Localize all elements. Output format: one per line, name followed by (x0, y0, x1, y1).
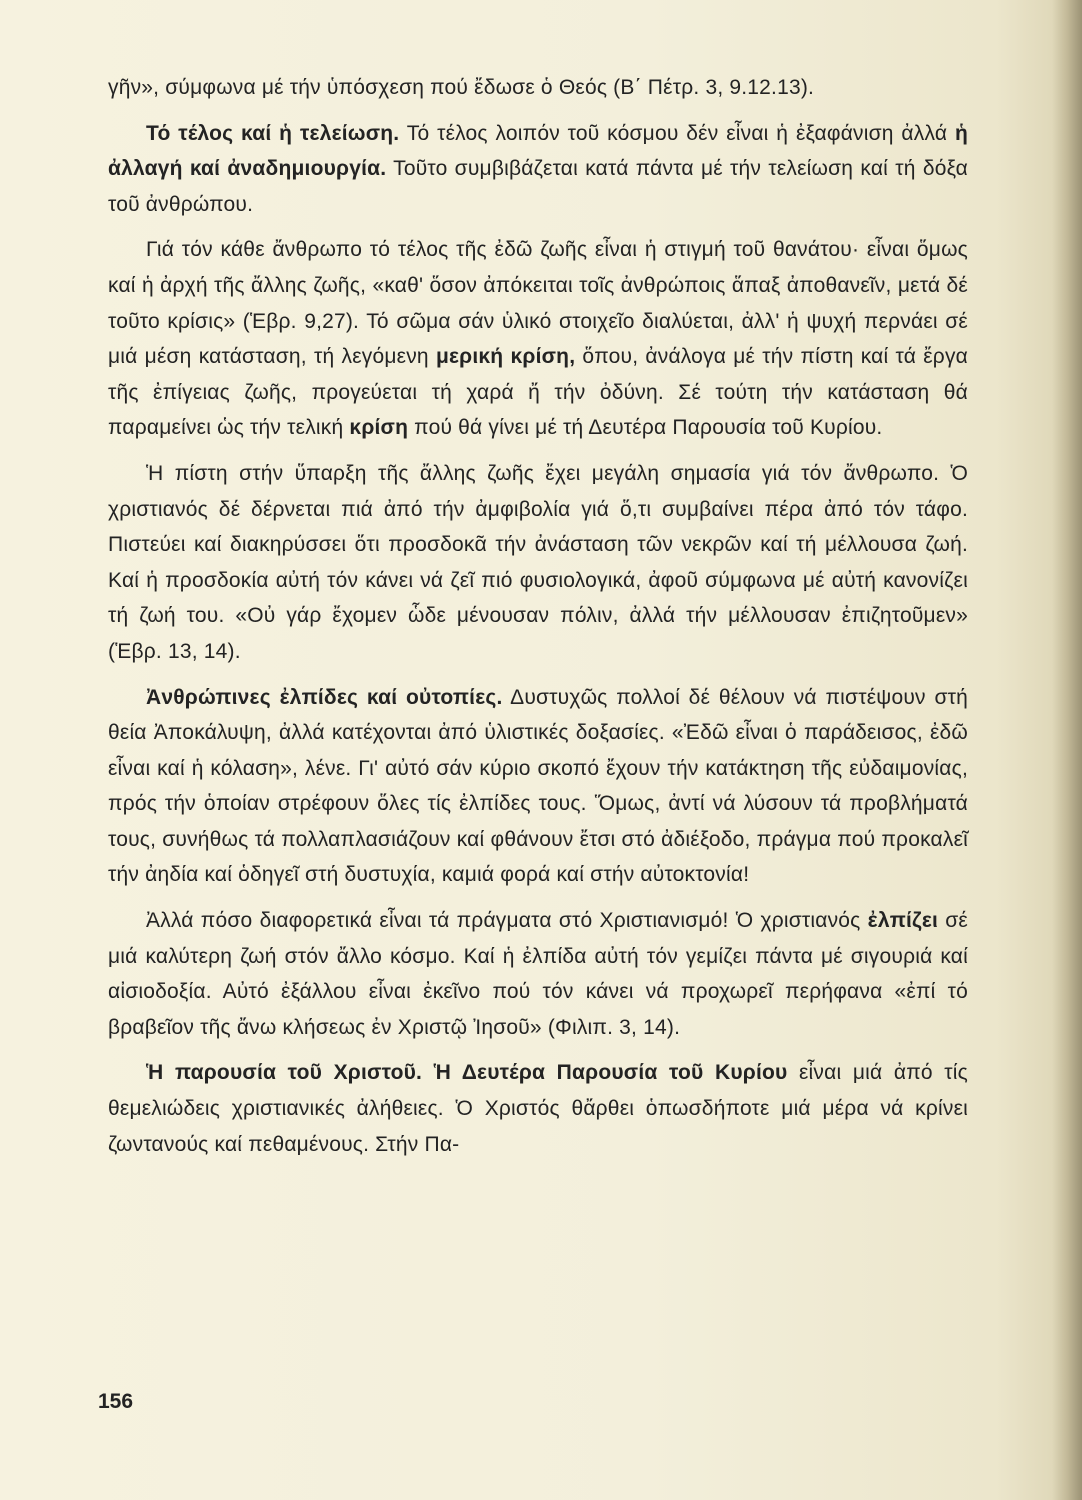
text-segment: Δυστυχῶς πολλοί δέ θέλουν νά πιστέψουν στή θεία Ἀποκάλυψη, ἀλλά κατέχονται ἀπό ὑλιστικές δοξασίες. «Ἐδῶ εἶναι ὁ παράδεισος, ἐδῶ εἶναι καί ἡ κόλαση», λένε. Γι' αὐτό σάν κύριο σκοπό ἔχουν τήν κατάκτηση τῆς εὐδαιμονίας, πρός τήν ὁποίαν στρέφουν ὅλες τίς ἐλπίδες τους. Ὅμως, ἀντί νά λύσουν τά προβλήματά τους, συνήθως τά πολλαπλασιάζουν καί φθάνουν ἔτσι στό ἀδιέξοδο, πράγμα πού προκαλεῖ τήν ἀηδία καί ὁδηγεῖ στή δυστυχία, καμιά φορά καί στήν αὐτοκτονία! (108, 685, 968, 887)
section-heading: Ἀνθρώπινες ἐλπίδες καί οὐτοπίες. (146, 685, 503, 709)
paragraph-second-coming (108, 1055, 968, 1162)
page-number: 156 (98, 1390, 134, 1413)
paragraph-end-and-fulfilment (108, 116, 968, 223)
paragraph-faith-in-afterlife (108, 456, 968, 670)
text-segment: σέ μιά καλύτερη ζωή στόν ἄλλο κόσμο. Καί ἡ ἐλπίδα αὐτή τόν γεμίζει πάντα μέ σιγουριά καί αἰσιοδοξία. Αὐτό ἐξάλλου εἶναι ἐκεῖνο πού τόν κάνει νά προχωρεῖ περήφανα «ἐπί τό βραβεῖον τῆς ἄνω κλήσεως ἐν Χριστῷ Ἰησοῦ» (Φιλιπ. 3, 14). (108, 909, 968, 1039)
body-text (108, 70, 968, 1172)
text-segment: εἶναι μιά ἀπό τίς θεμελιώδεις χριστιανικές ἀλήθειες. Ὁ Χριστός θἄρθει ὁπωσδήποτε μιά μέρα νά κρίνει ζωντανούς καί πεθαμένους. Στήν Πα- (108, 1061, 968, 1156)
text-segment: ὅπου, ἀνάλογα μέ τήν πίστη καί τά ἔργα τῆς ἐπίγειας ζωῆς, προγεύεται τή χαρά ἤ τήν ὀδύνη. Σέ τούτη τήν κατάσταση θά παραμείνει ὡς τήν τελική (108, 345, 968, 440)
bold-phrase: κρίση (349, 416, 409, 440)
text-segment: Γιά τόν κάθε ἄνθρωπο τό τέλος τῆς ἐδῶ ζωῆς εἶναι ἡ στιγμή τοῦ θανάτου· εἶναι ὅμως καί ἡ ἀρχή τῆς ἄλλης ζωῆς, «καθ' ὅσον ἀπόκειται τοῖς ἀνθρώποις ἅπαξ ἀποθανεῖν, μετά δέ τοῦτο κρίσις» (Ἑβρ. 9,27). Τό σῶμα σάν ὑλικό στοιχεῖο διαλύεται, ἀλλ' ἡ ψυχή περνάει σέ μιά μέση κατάσταση, τή λεγόμενη (108, 238, 968, 369)
text-segment: Τό τέλος λοιπόν τοῦ κόσμου δέν εἶναι ἡ ἐξαφάνιση ἀλλά (399, 121, 955, 145)
bold-phrase: μερική κρίση, (435, 345, 576, 369)
paragraph-human-hopes (108, 680, 968, 894)
bold-phrase: ἡ ἀλλαγή καί ἀναδημιουργία. (108, 121, 968, 181)
text-segment: πού θά γίνει μέ τή Δευτέρα Παρουσία τοῦ Κυρίου. (408, 416, 883, 440)
text-segment: γῆν», σύμφωνα μέ τήν ὑπόσχεση πού ἔδωσε ὁ Θεός (Β΄ Πέτρ. 3, 9.12.13). (108, 76, 815, 99)
paragraph-continuation (108, 70, 968, 106)
section-heading: Τό τέλος καί ἡ τελείωση. (146, 121, 400, 145)
text-segment: Τοῦτο συμβιβάζεται κατά πάντα μέ τήν τελείωση καί τή δόξα τοῦ ἀνθρώπου. (108, 157, 968, 216)
text-segment: Ἡ πίστη στήν ὕπαρξη τῆς ἄλλης ζωῆς ἔχει μεγάλη σημασία γιά τόν ἄνθρωπο. Ὁ χριστιανός δέ δέρνεται πιά ἀπό τήν ἀμφιβολία γιά ὅ,τι συμβαίνει πέρα ἀπό τόν τάφο. Πιστεύει καί διακηρύσσει ὅτι προσδοκᾶ τήν ἀνάσταση τῶν νεκρῶν καί τή μέλλουσα ζωή. Καί ἡ προσδοκία αὐτή τόν κάνει νά ζεῖ πιό φυσιολογικά, ἀφοῦ σύμφωνα μέ αὐτή κανονίζει τή ζωή του. «Οὐ γάρ ἔχομεν ὧδε μένουσαν πόλιν, ἀλλά τήν μέλλουσαν ἐπιζητοῦμεν» (Ἑβρ. 13, 14). (108, 461, 968, 663)
page-spine-shadow (1052, 0, 1082, 1500)
bold-phrase: ἐλπίζει (867, 909, 939, 933)
paragraph-christian-hope (108, 903, 968, 1045)
paragraph-death-and-judgment (108, 232, 968, 446)
section-heading: Ἡ παρουσία τοῦ Χριστοῦ. Ἡ Δευτέρα Παρουσία τοῦ Κυρίου (146, 1061, 788, 1085)
text-segment: Ἀλλά πόσο διαφορετικά εἶναι τά πράγματα στό Χριστιανισμό! Ὁ χριστιανός (146, 909, 868, 933)
